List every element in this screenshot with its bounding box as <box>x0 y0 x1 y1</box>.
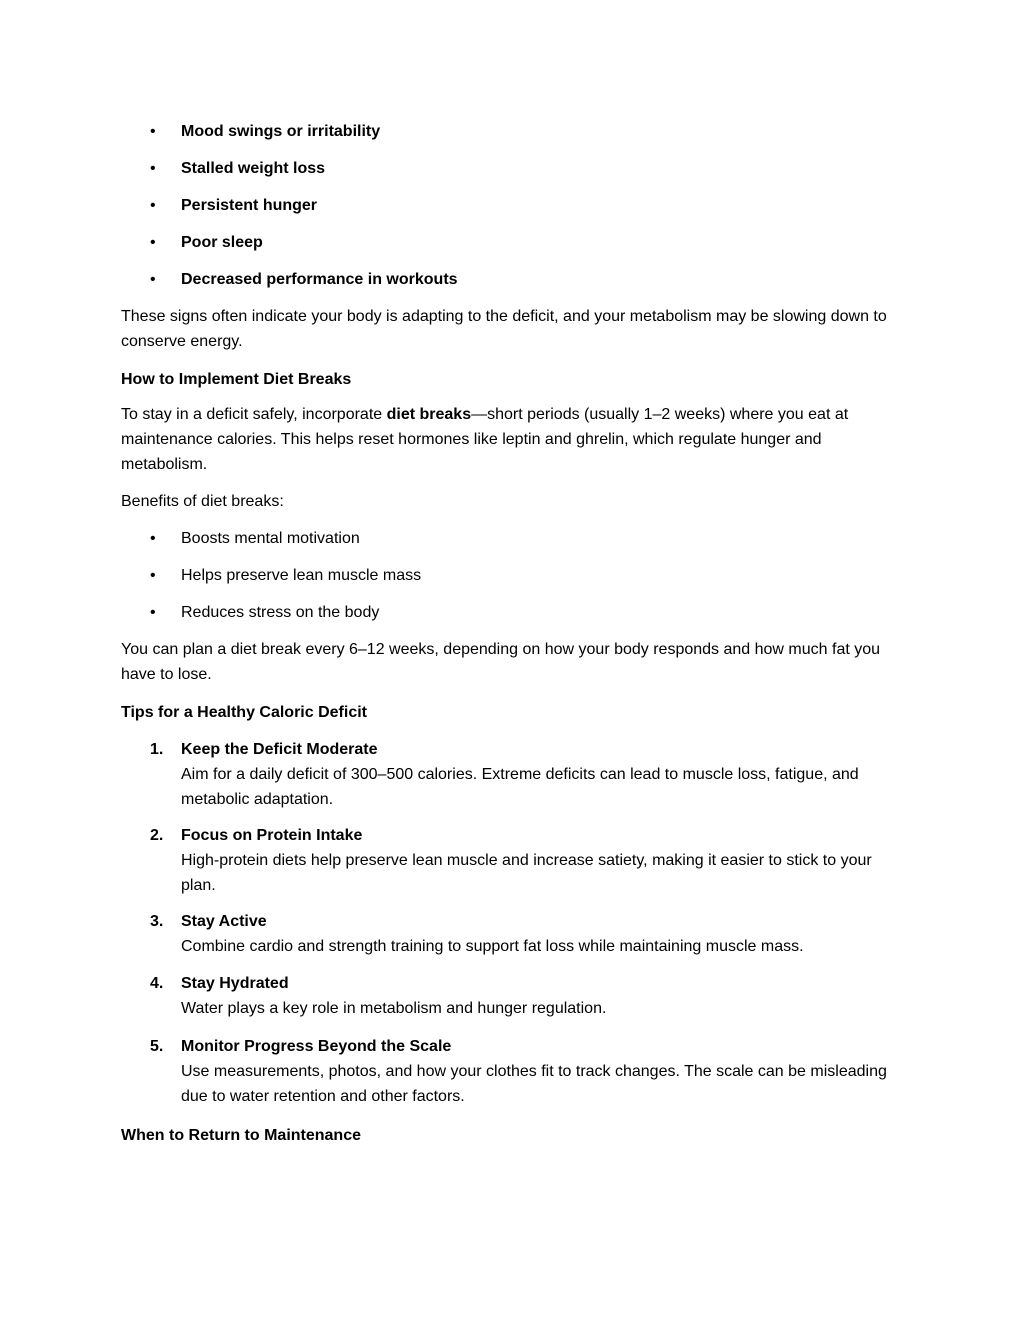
emphasis-text: diet breaks <box>386 406 472 423</box>
section-heading-maintenance: When to Return to Maintenance <box>121 1127 361 1144</box>
tip-description: Aim for a daily deficit of 300–500 calories. Extreme deficits can lead to muscle loss, fatigue, and metabolic adaptation. <box>181 766 859 808</box>
list-item-text: Persistent hunger <box>181 197 318 214</box>
list-number: 1. <box>150 741 164 758</box>
signs-paragraph: These signs often indicate your body is adapting to the deficit, and your metabolism may be slowing down to conserve energy. <box>121 308 887 350</box>
tip-title: Monitor Progress Beyond the Scale <box>181 1038 452 1055</box>
list-item <box>121 119 896 144</box>
list-number: 2. <box>150 827 164 844</box>
list-item-text: Stalled weight loss <box>181 160 326 177</box>
tip-description: Water plays a key role in metabolism and hunger regulation. <box>181 1000 607 1017</box>
section-heading-tips: Tips for a Healthy Caloric Deficit <box>121 704 367 721</box>
tip-description: High-protein diets help preserve lean muscle and increase satiety, making it easier to stick to your plan. <box>181 852 872 894</box>
tip-description: Use measurements, photos, and how your clothes fit to track changes. The scale can be misleading due to water retention and other factors. <box>181 1063 887 1105</box>
list-item-text: Boosts mental motivation <box>181 530 360 547</box>
bullet-glyph: • <box>150 234 156 251</box>
list-number: 3. <box>150 913 164 930</box>
list-item <box>121 156 896 181</box>
tip-title: Keep the Deficit Moderate <box>181 741 378 758</box>
bullet-glyph: • <box>150 271 156 288</box>
list-number: 4. <box>150 975 164 992</box>
bullet-glyph: • <box>150 160 156 177</box>
list-item <box>121 267 896 292</box>
list-item-text: Decreased performance in workouts <box>181 271 458 288</box>
plan-paragraph: You can plan a diet break every 6–12 weeks, depending on how your body responds and how much fat you have to lose. <box>121 641 881 683</box>
tip-title: Focus on Protein Intake <box>181 827 363 844</box>
list-item-text: Poor sleep <box>181 234 263 251</box>
section-heading-diet-breaks: How to Implement Diet Breaks <box>121 371 352 388</box>
bullet-glyph: • <box>150 123 156 140</box>
benefits-intro: Benefits of diet breaks: <box>121 493 284 510</box>
list-item <box>121 526 896 551</box>
list-item-text: Reduces stress on the body <box>181 604 380 621</box>
tip-title: Stay Hydrated <box>181 975 289 992</box>
list-item-text: Helps preserve lean muscle mass <box>181 567 422 584</box>
list-item <box>121 600 896 625</box>
diet-breaks-paragraph <box>121 402 896 477</box>
bullet-glyph: • <box>150 604 156 621</box>
list-item <box>121 230 896 255</box>
list-item-text: Mood swings or irritability <box>181 123 381 140</box>
paragraph-text: —short periods (usually 1–2 weeks) where you eat at maintenance calories. This helps reset hormones like leptin and ghrelin, which regulate hunger and metabolism. <box>121 406 849 473</box>
paragraph-text: To stay in a deficit safely, incorporate <box>121 406 387 423</box>
list-item <box>121 193 896 218</box>
bullet-glyph: • <box>150 567 156 584</box>
tip-title: Stay Active <box>181 913 267 930</box>
bullet-glyph: • <box>150 530 156 547</box>
list-item <box>121 563 896 588</box>
tip-description: Combine cardio and strength training to support fat loss while maintaining muscle mass. <box>181 938 804 955</box>
list-number: 5. <box>150 1038 164 1055</box>
bullet-glyph: • <box>150 197 156 214</box>
